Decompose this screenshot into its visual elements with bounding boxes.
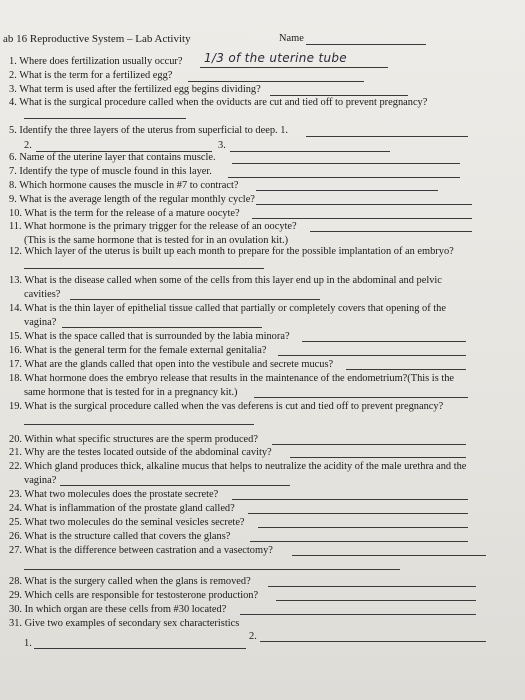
question-19: 19. What is the surgical procedure called when the vas deferens is cut and tied off to prevent pregnancy? bbox=[9, 401, 444, 412]
question-18-cont: same hormone that is tested for in a pregnancy kit.) bbox=[24, 387, 238, 398]
question-14-cont: vagina? bbox=[24, 317, 57, 328]
answer-27-field[interactable] bbox=[292, 555, 486, 556]
answer-18-field[interactable] bbox=[254, 397, 468, 398]
name-field[interactable] bbox=[306, 44, 426, 45]
question-5-label-3: 3. bbox=[218, 140, 226, 151]
question-27: 27. What is the difference between castration and a vasectomy? bbox=[9, 545, 273, 556]
question-23: 23. What two molecules does the prostate secrete? bbox=[9, 489, 219, 500]
question-31-label-1: 1. bbox=[24, 638, 32, 649]
question-25: 25. What two molecules do the seminal vesicles secrete? bbox=[9, 517, 245, 528]
question-11: 11. What hormone is the primary trigger for the release of an oocyte? bbox=[9, 221, 297, 232]
answer-4-field[interactable] bbox=[24, 118, 186, 119]
question-15: 15. What is the space called that is surrounded by the labia minora? bbox=[9, 331, 290, 342]
question-22-cont: vagina? bbox=[24, 475, 57, 486]
answer-31-1-field[interactable] bbox=[34, 648, 246, 649]
answer-24-field[interactable] bbox=[248, 513, 468, 514]
answer-28-field[interactable] bbox=[268, 586, 476, 587]
answer-5-3-field[interactable] bbox=[230, 151, 390, 152]
answer-15-field[interactable] bbox=[302, 341, 466, 342]
question-22: 22. Which gland produces thick, alkaline mucus that helps to neutralize the acidity of the male urethra and the bbox=[9, 461, 467, 472]
answer-12-field[interactable] bbox=[24, 268, 264, 269]
question-6: 6. Name of the uterine layer that contains muscle. bbox=[9, 152, 216, 163]
question-13-cont: cavities? bbox=[24, 289, 61, 300]
answer-5-1-field[interactable] bbox=[306, 136, 468, 137]
question-26: 26. What is the structure called that covers the glans? bbox=[9, 531, 231, 542]
question-5: 5. Identify the three layers of the uterus from superficial to deep. 1. bbox=[9, 125, 289, 136]
answer-1-handwritten: 1/3 of the uterine tube bbox=[204, 51, 347, 65]
answer-20-field[interactable] bbox=[272, 444, 466, 445]
question-14: 14. What is the thin layer of epithelial tissue called that partially or completely covers that opening of the bbox=[9, 303, 446, 314]
answer-10-field[interactable] bbox=[252, 218, 472, 219]
answer-23-field[interactable] bbox=[232, 499, 468, 500]
question-13: 13. What is the disease called when some of the cells from this layer end up in the abdominal and pelvic bbox=[9, 275, 442, 286]
name-label: Name bbox=[279, 33, 304, 44]
answer-2-field[interactable] bbox=[188, 81, 364, 82]
question-1: 1. Where does fertilization usually occur? bbox=[9, 56, 183, 67]
answer-25-field[interactable] bbox=[258, 527, 468, 528]
answer-29-field[interactable] bbox=[276, 600, 476, 601]
answer-11-field[interactable] bbox=[310, 231, 472, 232]
question-29: 29. Which cells are responsible for testosterone production? bbox=[9, 590, 259, 601]
question-31-label-2: 2. bbox=[249, 631, 257, 642]
question-31: 31. Give two examples of secondary sex characteristics bbox=[9, 618, 240, 629]
question-17: 17. What are the glands called that open into the vestibule and secrete mucus? bbox=[9, 359, 334, 370]
answer-8-field[interactable] bbox=[256, 190, 438, 191]
question-12: 12. Which layer of the uterus is built up each month to prepare for the possible implantation of an embryo? bbox=[9, 246, 454, 257]
question-30: 30. In which organ are these cells from #30 located? bbox=[9, 604, 227, 615]
answer-21-field[interactable] bbox=[290, 457, 466, 458]
question-3: 3. What term is used after the fertilized egg begins dividing? bbox=[9, 84, 261, 95]
answer-30-field[interactable] bbox=[240, 614, 476, 615]
question-10: 10. What is the term for the release of a mature oocyte? bbox=[9, 208, 240, 219]
question-24: 24. What is inflammation of the prostate gland called? bbox=[9, 503, 235, 514]
question-18: 18. What hormone does the embryo release that results in the maintenance of the endometrium?(This is the bbox=[9, 373, 455, 384]
question-2: 2. What is the term for a fertilized egg? bbox=[9, 70, 173, 81]
question-28: 28. What is the surgery called when the glans is removed? bbox=[9, 576, 251, 587]
answer-14-field[interactable] bbox=[62, 327, 262, 328]
question-20: 20. Within what specific structures are the sperm produced? bbox=[9, 434, 258, 445]
answer-31-2-field[interactable] bbox=[260, 641, 486, 642]
answer-9-field[interactable] bbox=[256, 204, 472, 205]
question-8: 8. Which hormone causes the muscle in #7 to contract? bbox=[9, 180, 239, 191]
worksheet-title: ab 16 Reproductive System – Lab Activity bbox=[3, 33, 191, 45]
answer-6-field[interactable] bbox=[232, 163, 460, 164]
answer-22-field[interactable] bbox=[60, 485, 290, 486]
question-21: 21. Why are the testes located outside of the abdominal cavity? bbox=[9, 447, 272, 458]
answer-1-field[interactable] bbox=[200, 67, 388, 68]
answer-13-field[interactable] bbox=[70, 299, 320, 300]
answer-17-field[interactable] bbox=[346, 369, 466, 370]
answer-26-field[interactable] bbox=[250, 541, 468, 542]
question-5-label-2: 2. bbox=[24, 140, 32, 151]
question-4: 4. What is the surgical procedure called when the oviducts are cut and tied off to prevent pregnancy? bbox=[9, 97, 428, 108]
question-16: 16. What is the general term for the female external genitalia? bbox=[9, 345, 267, 356]
answer-7-field[interactable] bbox=[228, 177, 460, 178]
question-9: 9. What is the average length of the regular monthly cycle? bbox=[9, 194, 255, 205]
question-11-note: (This is the same hormone that is tested for in an ovulation kit.) bbox=[24, 235, 289, 246]
answer-16-field[interactable] bbox=[278, 355, 466, 356]
answer-19-field[interactable] bbox=[24, 424, 254, 425]
answer-3-field[interactable] bbox=[270, 95, 408, 96]
answer-27-field-line-2[interactable] bbox=[24, 569, 400, 570]
question-7: 7. Identify the type of muscle found in this layer. bbox=[9, 166, 212, 177]
